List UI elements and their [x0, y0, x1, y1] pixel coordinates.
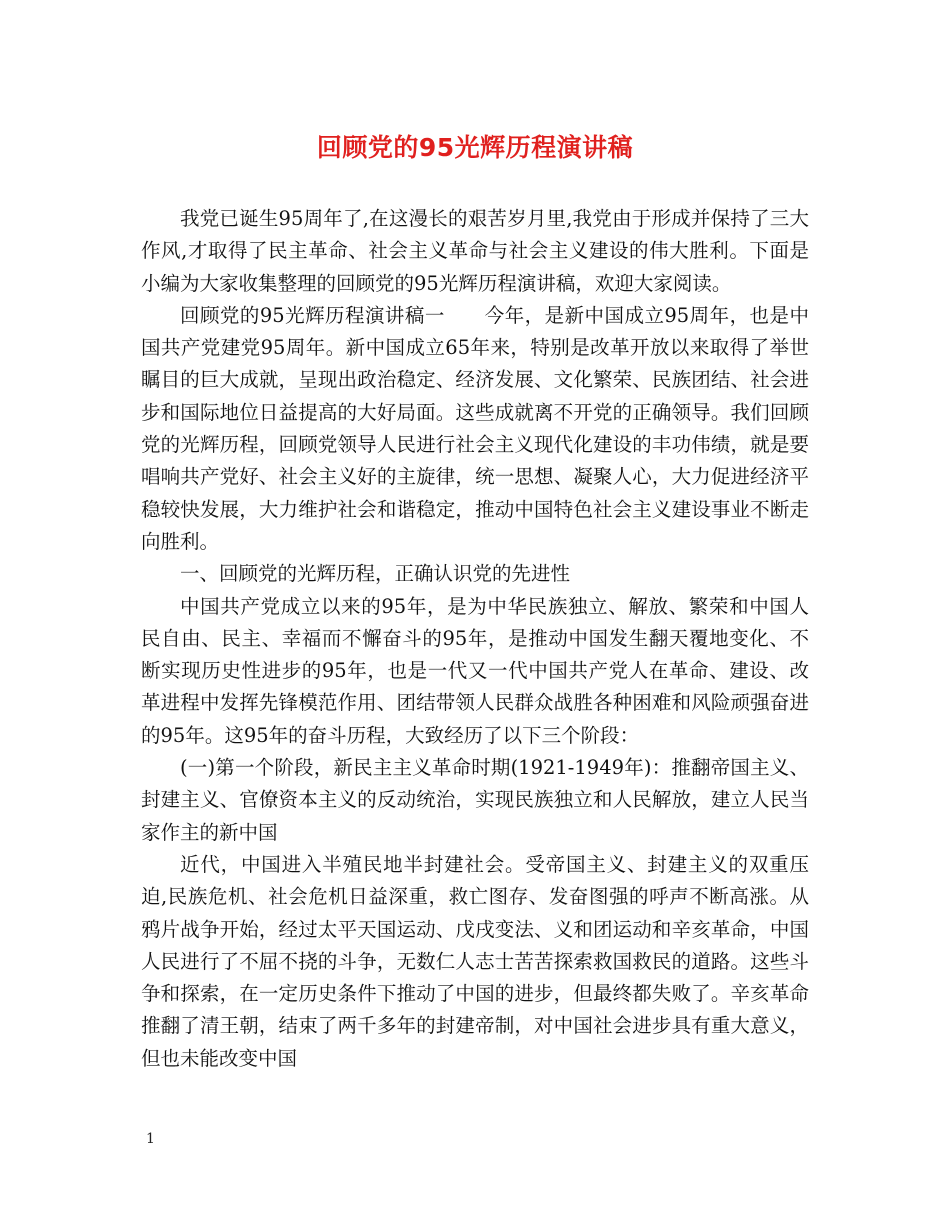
- paragraph-intro: 我党已诞生95周年了,在这漫长的艰苦岁月里,我党由于形成并保持了三大作风,才取得了民主革命、社会主义革命与社会主义建设的伟大胜利。下面是小编为大家收集整理的回顾党的95光辉历程演讲稿，欢迎大家阅读。: [141, 207, 809, 295]
- document-title: 回顾党的95光辉历程演讲稿: [316, 133, 634, 162]
- paragraph-speech-one: 回顾党的95光辉历程演讲稿一 今年，是新中国成立95周年，也是中国共产党建党95周年。新中国成立65年来，特别是改革开放以来取得了举世瞩目的巨大成就，呈现出政治稳定、经济发展、文化繁荣、民族团结、社会进步和国际地位日益提高的大好局面。这些成就离不开党的正确领导。我们回顾党的光辉历程，回顾党领导人民进行社会主义现代化建设的丰功伟绩，就是要唱响共产党好、社会主义好的主旋律，统一思想、凝聚人心，大力促进经济平稳较快发展，大力维护社会和谐稳定，推动中国特色社会主义建设事业不断走向胜利。: [141, 303, 809, 553]
- document-body: [141, 203, 809, 1075]
- subsection-heading-first-stage: (一)第一个阶段，新民主主义革命时期(1921-1949年)：推翻帝国主义、封建主义、官僚资本主义的反动统治，实现民族独立和人民解放，建立人民当家作主的新中国: [141, 756, 809, 844]
- paragraph-95-years: 中国共产党成立以来的95年，是为中华民族独立、解放、繁荣和中国人民自由、民主、幸福而不懈奋斗的95年，是推动中国发生翻天覆地变化、不断实现历史性进步的95年，也是一代又一代中国共产党人在革命、建设、改革进程中发挥先锋模范作用、团结带领人民群众战胜各种困难和风险顽强奋进的95年。这95年的奋斗历程，大致经历了以下三个阶段：: [141, 594, 809, 747]
- section-heading-one: 一、回顾党的光辉历程，正确认识党的先进性: [180, 562, 571, 586]
- paragraph-modern-history: 近代，中国进入半殖民地半封建社会。受帝国主义、封建主义的双重压迫,民族危机、社会危机日益深重，救亡图存、发奋图强的呼声不断高涨。从鸦片战争开始，经过太平天国运动、戊戌变法、义和团运动和辛亥革命，中国人民进行了不屈不挠的斗争，无数仁人志士苦苦探索救国救民的道路。这些斗争和探索，在一定历史条件下推动了中国的进步，但最终都失败了。辛亥革命推翻了清王朝，结束了两千多年的封建帝制，对中国社会进步具有重大意义，但也未能改变中国: [141, 852, 809, 1070]
- page-number: 1: [146, 1131, 155, 1147]
